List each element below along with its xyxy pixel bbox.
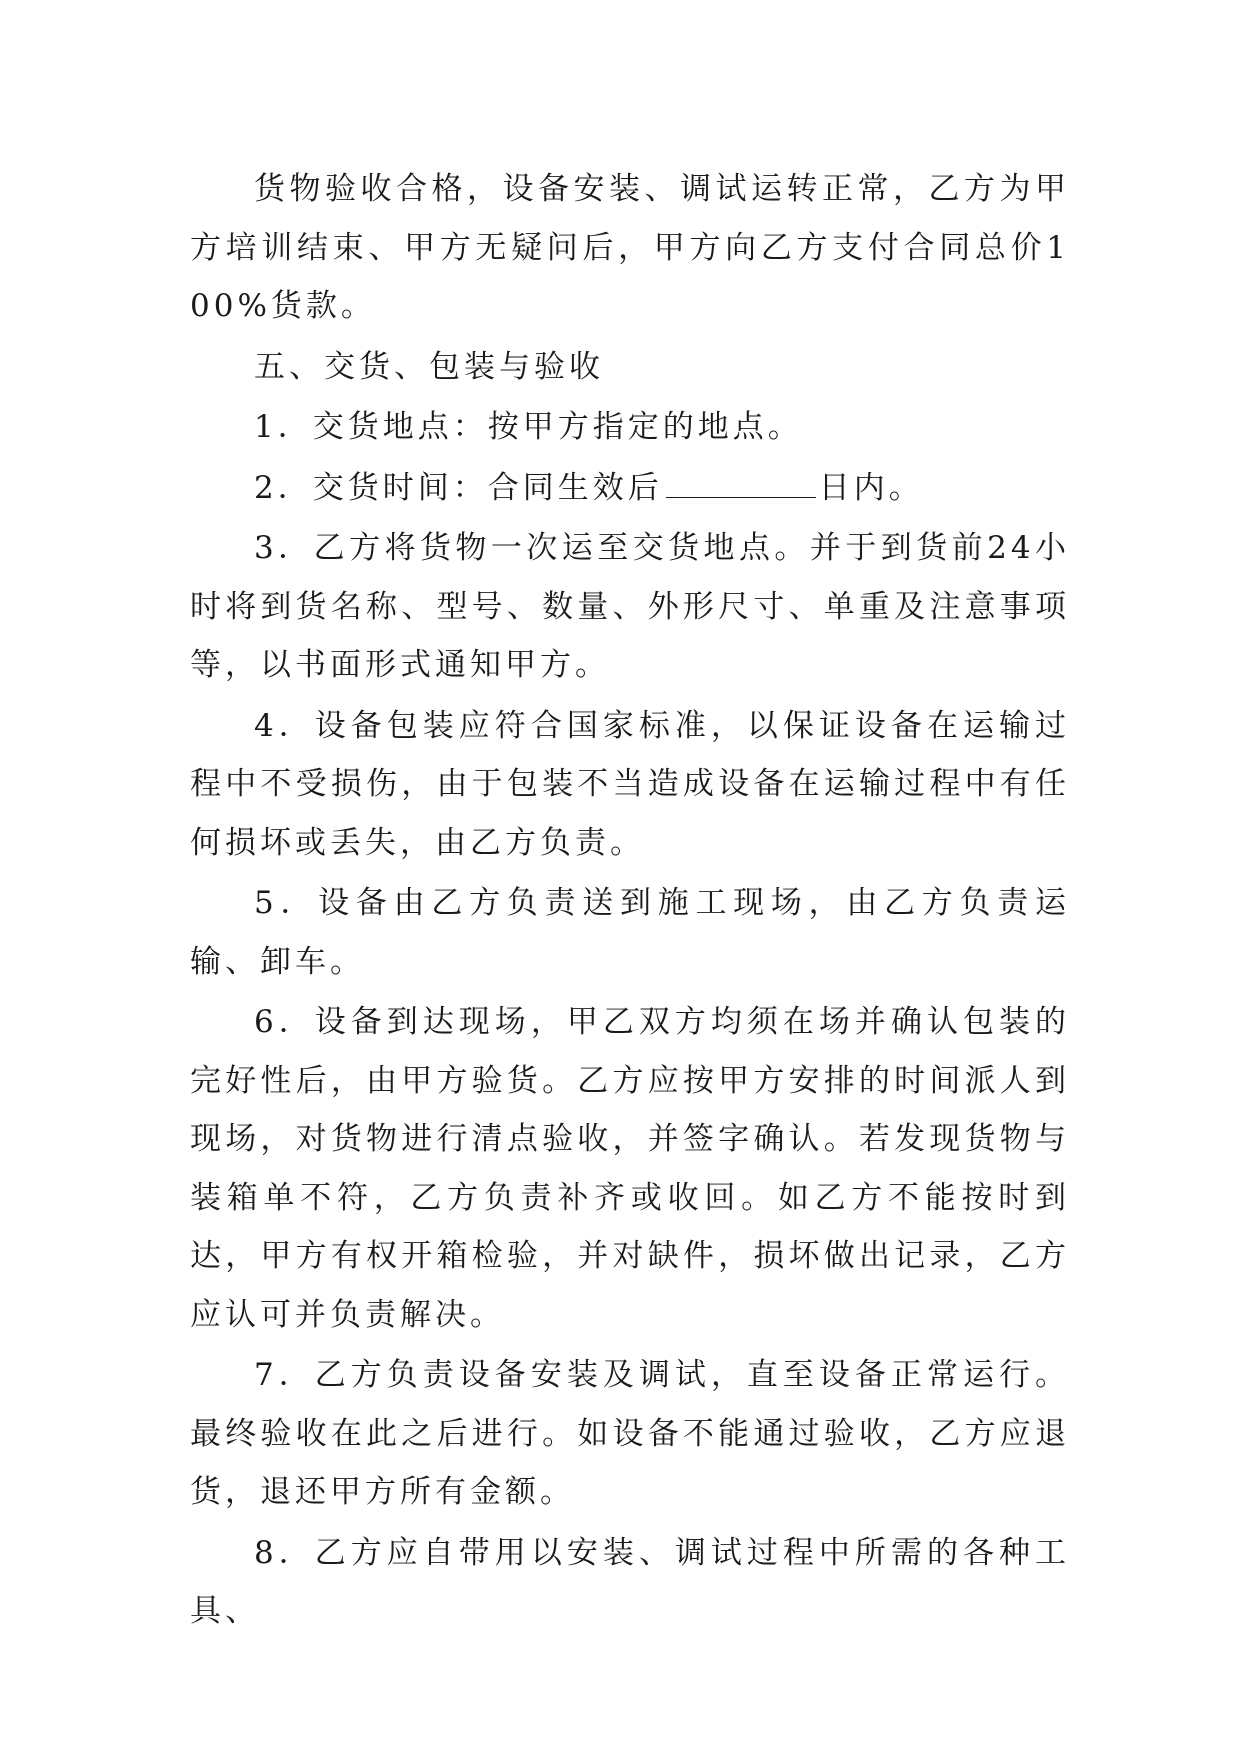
section-heading: 五、交货、包装与验收	[254, 348, 604, 385]
document-body	[190, 160, 1070, 1643]
fill-in-blank	[666, 469, 816, 498]
clause-8-paragraph: 8．乙方应自带用以安装、调试过程中所需的各种工具、	[190, 1534, 1070, 1629]
clause-5-paragraph: 5．设备由乙方负责送到施工现场，由乙方负责运输、卸车。	[190, 885, 1070, 980]
payment-clause-paragraph: 货物验收合格，设备安装、调试运转正常，乙方为甲方培训结束、甲方无疑问后，甲方向乙方支付合同总价100%货款。	[190, 171, 1070, 324]
delivery-time-suffix: 日内。	[818, 469, 924, 506]
clause-3-paragraph: 3．乙方将货物一次运至交货地点。并于到货前24小时将到货名称、型号、数量、外形尺寸、单重及注意事项等，以书面形式通知甲方。	[190, 530, 1070, 683]
clause-4-paragraph: 4．设备包装应符合国家标准，以保证设备在运输过程中不受损伤，由于包装不当造成设备在运输过程中有任何损坏或丢失，由乙方负责。	[190, 707, 1070, 861]
clause-2-paragraph	[190, 459, 1070, 518]
delivery-time-prefix: 2．交货时间：合同生效后	[254, 469, 663, 506]
clause-1-paragraph: 1．交货地点：按甲方指定的地点。	[254, 409, 803, 445]
clause-6-paragraph: 6．设备到达现场，甲乙双方均须在场并确认包装的完好性后，由甲方验货。乙方应按甲方安排的时间派人到现场，对货物进行清点验收，并签字确认。若发现货物与装箱单不符，乙方负责补齐或收回。如乙方不能按时到达，甲方有权开箱检验，并对缺件，损坏做出记录，乙方应认可并负责解决。	[190, 1004, 1070, 1333]
clause-7-paragraph: 7．乙方负责设备安装及调试，直至设备正常运行。最终验收在此之后进行。如设备不能通过验收，乙方应退货，退还甲方所有金额。	[190, 1357, 1070, 1510]
